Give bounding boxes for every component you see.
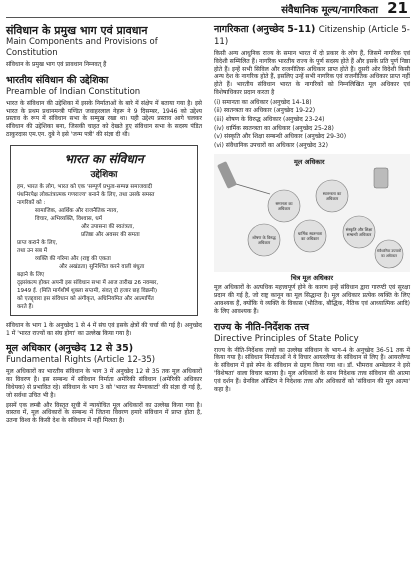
box-line: दृढ़संकल्प होकर अपनी इस संविधान सभा में आज तारीख 26 नवम्बर,: [17, 279, 159, 286]
box-line: हम, भारत के लोग, भारत को एक 'सम्पूर्ण प्रभुत्व-सम्पन्न समाजवादी: [17, 183, 153, 190]
box-subtitle: उद्देशिका: [90, 169, 118, 180]
box-line: करते हैं।: [17, 303, 34, 310]
box-line: प्रतिष्ठा और अवसर की समता: [81, 231, 140, 238]
bubble-label-3: शोषण के विरुद्ध अधिकार: [252, 235, 276, 246]
citizenship-title: [214, 24, 410, 48]
left-column: [6, 24, 202, 427]
page-header: [0, 0, 416, 18]
bubble-label-4: धार्मिक स्वतन्त्रता का अधिकार: [297, 231, 323, 242]
rights-paragraph-2: इसमें एक लम्बी और विस्तृत सूची में न्यायोचित मूल अधिकारों का उल्लेख किया गया है। वास्तव में, मूल अधिकारों के सम्बन्ध में जितना विवरण हमारे संविधान में प्राप्त होता है, उतना विश्व के किसी देश के संविधान में नहीं मिलता है।: [6, 401, 202, 425]
union-paragraph: संविधान के भाग 1 के अनुच्छेद 1 से 4 में संघ एवं इसके क्षेत्रों की चर्चा की गई है। अनुच्छेद 1 में 'भारत राज्यों का संघ होगा' का उल्लेख किया गया है।: [6, 321, 202, 337]
box-line: और उपासना की स्वतंत्रता,: [81, 223, 135, 230]
header-rule: [6, 17, 410, 18]
list-item: (v) संस्कृति और शिक्षा सम्बन्धी अधिकार (अनुच्छेद 29-30): [214, 133, 347, 141]
box-line: को एतद्द्वारा इस संविधान को अंगीकृत, अधिनियमित और आत्मार्पित: [17, 295, 154, 302]
list-item: (iii) शोषण के विरुद्ध अधिकार (अनुच्छेद 23-24): [214, 115, 325, 123]
figure-caption: चित्र मूल अधिकार: [290, 274, 334, 283]
intro-text: संविधान के प्रमुख भाग एवं प्रावधान निम्नवत् हैं: [6, 61, 107, 68]
box-line: बढ़ाने के लिए: [17, 271, 45, 278]
glue-bottle-icon: [374, 168, 388, 188]
list-item: (ii) स्वतन्त्रता का अधिकार (अनुच्छेद 19-22): [214, 107, 316, 115]
box-line: विचार, अभिव्यक्ति, विश्वास, धर्म: [35, 215, 103, 222]
dpsp-paragraph: राज्य के नीति-निर्देशक तत्त्वों का उल्लेख संविधान के भाग-4 के अनुच्छेद 36-51 तक में किया गया है। संविधान निर्माताओं ने ये विचार आयरलैण्ड के संविधान से लिए हैं। आयरलैण्ड के संविधान में इसे स्पेन के संविधान से ग्रहण किया गया था। डॉ. भीमराव अम्बेडकर ने इसे 'विशेषता' वाला विचार बताया है। मूल अधिकारों के साथ निदेशक तत्त्व संविधान की आत्मा एवं दर्शन हैं। ग्रेनविल ऑस्टिन ने निदेशक तत्त्व और अधिकारों को 'संविधान की मूल आत्मा' कहा है।: [214, 346, 410, 393]
section-subtitle: Main Components and Provisions of Constitution: [6, 37, 158, 58]
box-line: प्राप्त कराने के लिए,: [17, 239, 58, 246]
list-item: (vi) संवैधानिक उपचारों का अधिकार (अनुच्छेद 32): [214, 141, 328, 149]
rights-figure: [214, 154, 410, 272]
preamble-title: भारतीय संविधान की उद्देशिका: [6, 74, 109, 86]
rights-subtitle: Fundamental Rights (Article 12-35): [6, 355, 156, 366]
bubble-label-5: संस्कृति और शिक्षा सम्बन्धी अधिकार: [345, 227, 373, 238]
box-line: तथा उन सब में: [17, 247, 48, 254]
page-number: 21: [387, 0, 408, 17]
list-item: (iv) धार्मिक स्वतन्त्रता का अधिकार (अनुच्छेद 25-28): [214, 124, 334, 132]
dpsp-subtitle: Directive Principles of State Policy: [214, 333, 359, 344]
list-item: (i) समानता का अधिकार (अनुच्छेद 14-18): [214, 98, 312, 106]
box-line: व्यक्ति की गरिमा और (राष्ट्र की एकता: [35, 255, 111, 262]
figure-center-label: मूल अधिकार: [294, 158, 325, 167]
preamble-paragraph: भारत के संविधान की उद्देशिका में इसके निर्माताओं के बारे में संक्षेप में बताया गया है। इसे भारत के प्रथम प्रधानमन्त्री पण्डित जवाहरलाल नेहरू ने 9 दिसम्बर, 1946 को उद्देश्य प्रस्ताव के रूप में संविधान सभा के सम्मुख रखा था। यही उद्देश्य प्रस्ताव आगे चलकर संविधान की उद्देशिका बना, जिसकी चाहत को देखते हुए संविधान सभा के सदस्य पंडित ठाकुरदास एम.एन. दुबे ने इसे 'जन्म पत्री' की संज्ञा दी थी।: [6, 99, 202, 138]
citizenship-title-hi: नागरिकता (अनुच्छेद 5-11): [214, 24, 316, 35]
right-column: [214, 24, 410, 395]
box-title: भारत का संविधान: [64, 151, 144, 166]
box-line: और अखंडता) सुनिश्चित करने वाली बंधुता: [59, 263, 145, 270]
bubble-label-2: स्वतन्त्रता का अधिकार: [322, 191, 342, 202]
box-line: नागरिकों को :: [17, 199, 46, 206]
rights-importance-paragraph: मूल अधिकारों के अत्यधिक महत्त्वपूर्ण होने के कारण इन्हें संविधान द्वारा गारण्टी एवं सुरक्षा प्रदान की गई है, जो राष्ट्र कानून का मूल सिद्धान्त है। मूल अधिकार प्रत्येक व्यक्ति के लिए आवश्यक हैं, क्योंकि ये व्यक्ति के विकास (भौतिक, बौद्धिक, नैतिक एवं आध्यात्मिक आदि) के लिए आवश्यक हैं।: [214, 284, 410, 315]
running-title: संवैधानिक मूल्य/नागरिकता: [281, 5, 378, 16]
section-title: संविधान के प्रमुख भाग एवं प्रावधान: [6, 24, 148, 37]
box-line: 1949 ई. (मिति मार्गशीर्ष शुक्ला सप्तमी, संवत् दो हजार छह विक्रमी): [17, 287, 158, 294]
citizenship-paragraph: किसी अन्य आधुनिक राज्य के समान भारत में दो प्रकार के लोग हैं, जिसमें नागरिक एवं विदेशी सम्मिलित हैं। नागरिक भारतीय राज्य के पूर्ण सदस्य होते हैं और इसके प्रति पूर्ण निष्ठा होते हैं। इन्हें सभी सिविल और राजनीतिक अधिकार प्राप्त होते हैं। दूसरी ओर विदेशी किसी अन्य देश के नागरिक होते हैं, इसलिए उन्हें सभी नागरिक एवं राजनीतिक अधिकार प्राप्त नहीं होते हैं। भारतीय संविधान भारत के नागरिकों को निम्नलिखित मूल अधिकार एवं विशेषाधिकार प्रदान करता है: [214, 50, 410, 96]
rights-title: मूल अधिकार (अनुच्छेद 12 से 35): [6, 343, 134, 355]
box-line: सामाजिक, आर्थिक और राजनैतिक न्याय,: [35, 207, 119, 214]
rights-paragraph-1: मूल अधिकारों का भारतीय संविधान के भाग 3 में अनुच्छेद 12 से 35 तक मूल अधिकारों का विवरण है। इस सम्बन्ध में संविधान निर्माता अमेरिकी संविधान (अमेरिकी अधिकार विधेयक) से प्रभावित रहे। संविधान के भाग 3 को 'भारत का मैग्नाकार्टा' की संज्ञा दी गई है, जो सर्वथा उचित भी है।: [6, 368, 202, 399]
bubble-label-1: समानता का अधिकार: [275, 201, 293, 212]
bubble-label-6: संवैधानिक उपचारों का अधिकार: [376, 249, 402, 258]
preamble-subtitle: Preamble of Indian Constitution: [6, 86, 141, 97]
citizenship-title-en: Citizenship (Article 5-11): [214, 25, 410, 47]
preamble-box: [10, 145, 198, 316]
rights-list: [214, 99, 410, 151]
box-line: पंथनिरपेक्ष लोकतंत्रात्मक गणराज्य' बनाने के लिए, तथा उसके समस्त: [17, 191, 155, 198]
dpsp-title: राज्य के नीति-निर्देशक तत्त्व: [214, 321, 309, 333]
